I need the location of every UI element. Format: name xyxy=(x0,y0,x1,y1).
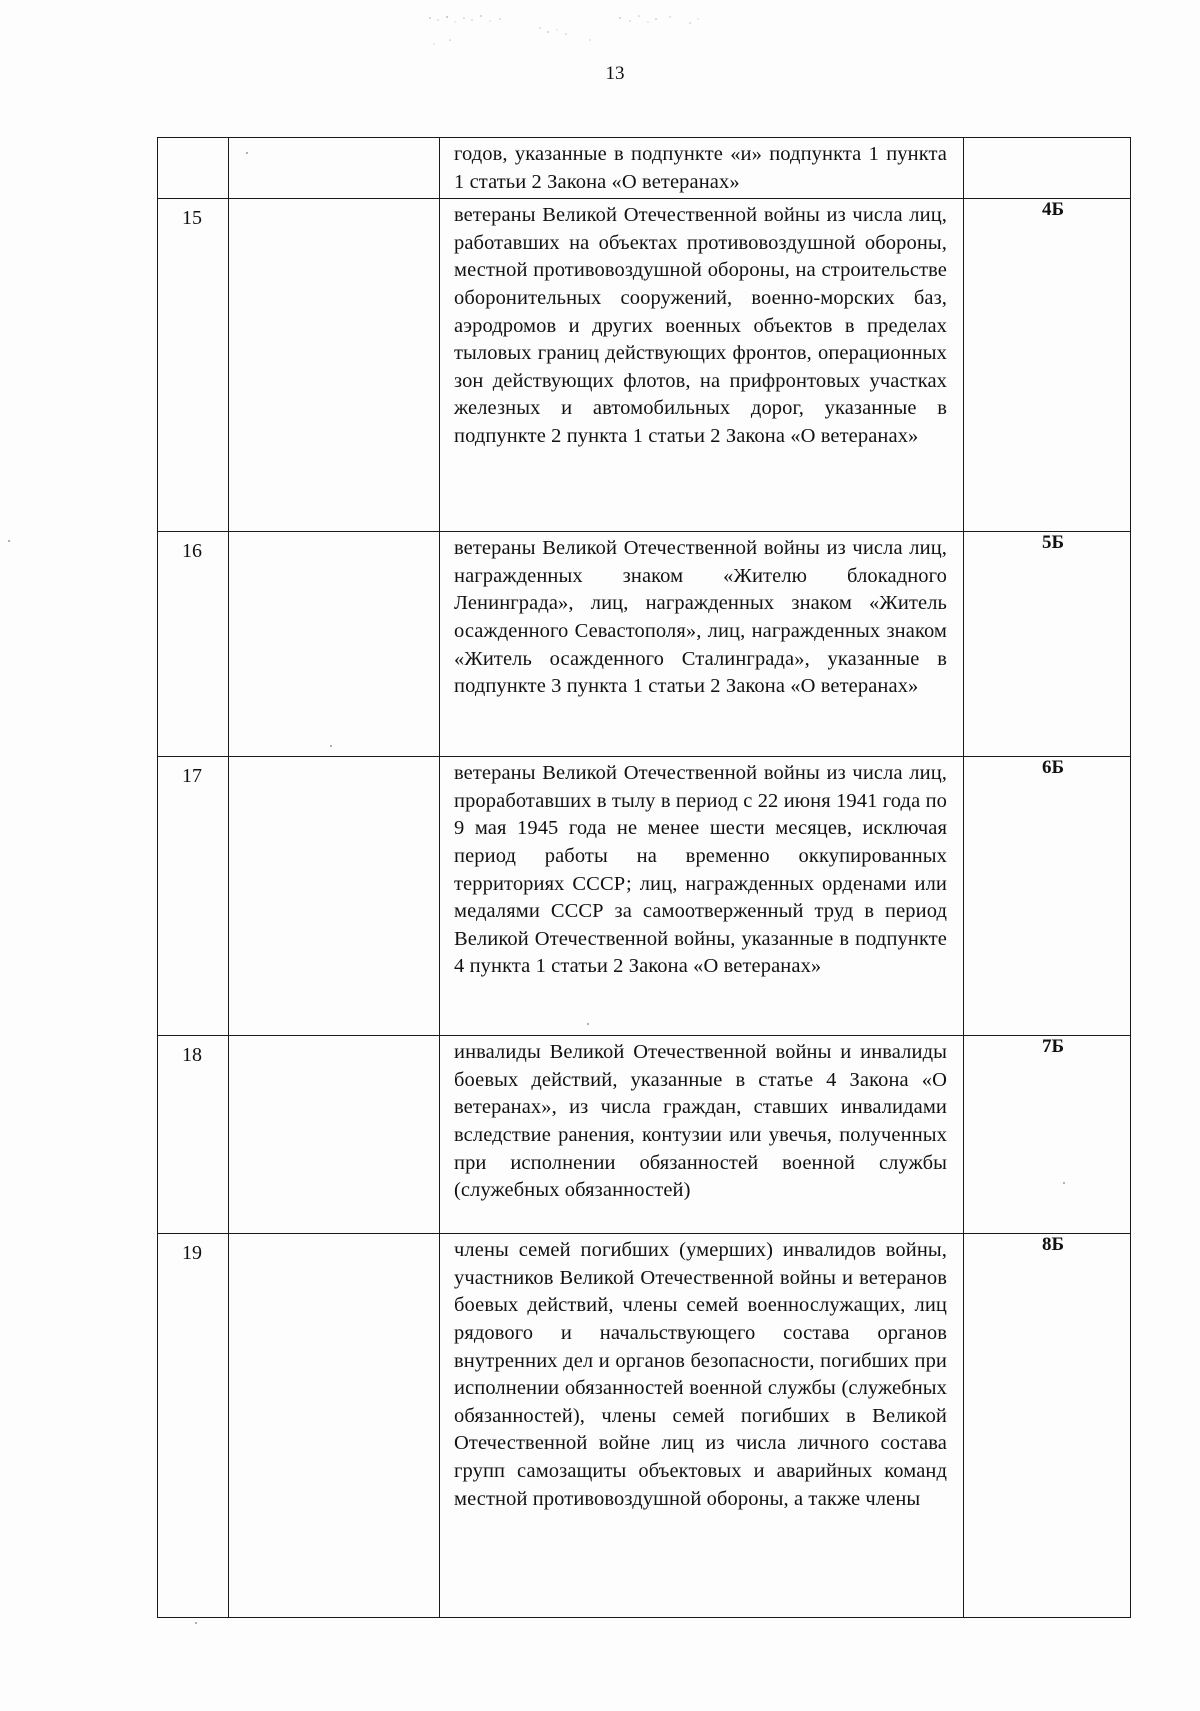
table-row xyxy=(158,1234,1131,1618)
empty-cell xyxy=(229,1234,440,1618)
row-number-cell xyxy=(158,532,229,757)
category-description: члены семей погибших (умерших) инвалидов войны, участников Великой Отечественной войны и ветеранов боевых действий, члены семей военнослужащих, лиц рядового и начальствующего состава органов внутренних дел и органов безопасности, погибших при исполнении обязанностей военной службы (служебных обязанностей), члены семей погибших в Великой Отечественной войне лиц из числа личного состава групп самозащиты объектовых и аварийных команд местной противовоздушной обороны, а также члены xyxy=(454,1239,947,1510)
row-number-cell xyxy=(158,199,229,532)
category-code: 8Б xyxy=(1041,1234,1065,1256)
category-code-cell xyxy=(964,1036,1131,1234)
table-row xyxy=(158,199,1131,532)
category-description: ветераны Великой Отечественной войны из числа лиц, награжденных знаком «Жителю блокадного Ленинграда», лиц, награжденных знаком «Житель осажденного Севастополя», лиц, награжденных знаком «Житель осажденного Сталинграда», указанные в подпункте 3 пункта 1 статьи 2 Закона «О ветеранах» xyxy=(454,537,947,698)
category-description: инвалиды Великой Отечественной войны и инвалиды боевых действий, указанные в статье 4 Закона «О ветеранах», из числа граждан, ставших инвалидами вследствие ранения, контузии или увечья, полученных при исполнении обязанностей военной службы (служебных обязанностей) xyxy=(454,1041,947,1202)
row-number: 15 xyxy=(182,207,202,230)
empty-cell xyxy=(229,757,440,1036)
table-row xyxy=(158,138,1131,199)
scan-speck xyxy=(8,540,10,542)
row-number: 17 xyxy=(182,765,202,788)
category-code-cell xyxy=(964,138,1131,199)
empty-cell xyxy=(229,138,440,199)
scan-speck xyxy=(330,745,332,747)
category-code-cell xyxy=(964,199,1131,532)
table-row xyxy=(158,757,1131,1036)
category-description-cell xyxy=(440,138,964,199)
category-description: ветераны Великой Отечественной войны из числа лиц, проработавших в тылу в период с 22 июня 1941 года по 9 мая 1945 года не менее шести месяцев, исключая период работы на временно оккупированных территориях СССР; лиц, награжденных орденами или медалями СССР за самоотверженный труд в период Великой Отечественной войны, указанные в подпункте 4 пункта 1 статьи 2 Закона «О ветеранах» xyxy=(454,762,947,978)
category-code: 6Б xyxy=(1041,757,1065,779)
empty-cell xyxy=(229,1036,440,1234)
row-number: 16 xyxy=(182,540,202,563)
category-description-cell xyxy=(440,1234,964,1618)
row-number-cell xyxy=(158,1036,229,1234)
row-number-cell xyxy=(158,757,229,1036)
scan-speck xyxy=(195,1622,197,1624)
category-description: годов, указанные в подпункте «и» подпункта 1 пункта 1 статьи 2 Закона «О ветеранах» xyxy=(454,143,947,193)
veterans-category-table xyxy=(157,137,1131,1618)
category-code-cell xyxy=(964,532,1131,757)
scan-speck xyxy=(246,152,248,154)
scan-speck xyxy=(587,1023,589,1025)
category-code: 7Б xyxy=(1041,1036,1065,1058)
category-code-cell xyxy=(964,1234,1131,1618)
category-description: ветераны Великой Отечественной войны из числа лиц, работавших на объектах противовоздушной обороны, местной противовоздушной обороны, на строительстве оборонительных сооружений, военно-морских баз, аэродромов и других военных объектов в пределах тыловых границ действующих фронтов, операционных зон действующих флотов, на прифронтовых участках железных и автомобильных дорог, указанные в подпункте 2 пункта 1 статьи 2 Закона «О ветеранах» xyxy=(454,204,947,447)
category-code: 4Б xyxy=(1041,199,1065,221)
row-number: 18 xyxy=(182,1044,202,1067)
page-number: 13 xyxy=(605,63,625,84)
row-number-cell xyxy=(158,138,229,199)
category-description-cell xyxy=(440,757,964,1036)
category-code: 5Б xyxy=(1041,532,1065,554)
table-row xyxy=(158,1036,1131,1234)
row-number xyxy=(158,138,228,144)
scan-noise-marks xyxy=(420,10,770,50)
category-description-cell xyxy=(440,199,964,532)
row-number-cell xyxy=(158,1234,229,1618)
category-description-cell xyxy=(440,532,964,757)
scan-speck xyxy=(1063,1182,1065,1184)
category-description-cell xyxy=(440,1036,964,1234)
empty-cell xyxy=(229,199,440,532)
empty-cell xyxy=(229,532,440,757)
table-row xyxy=(158,532,1131,757)
category-code-cell xyxy=(964,757,1131,1036)
row-number: 19 xyxy=(182,1242,202,1265)
